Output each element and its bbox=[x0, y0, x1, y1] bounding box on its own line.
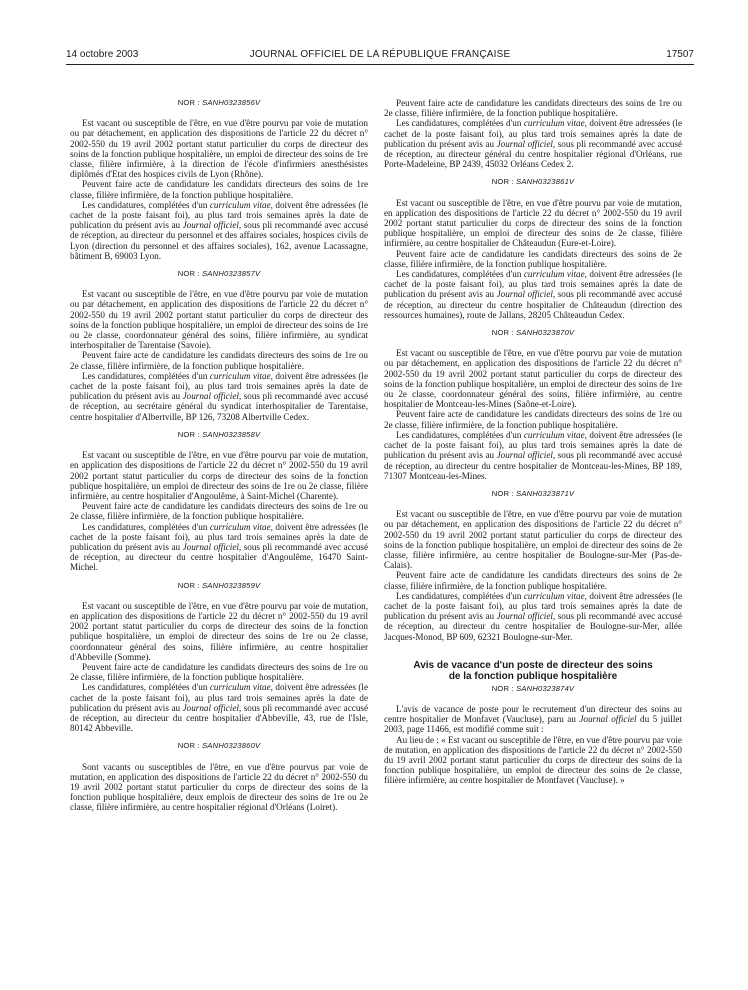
paragraph-text: Peuvent faire acte de candidature les candidats directeurs des soins de 1re ou 2e classe, filière infirmière, de la fonction publique hospitalière. bbox=[70, 350, 368, 371]
notice-paragraph bbox=[384, 509, 682, 570]
notice-paragraph bbox=[384, 269, 682, 320]
nor-label: NOR : bbox=[491, 328, 514, 338]
notice-paragraph bbox=[384, 704, 682, 735]
notice-paragraph bbox=[70, 289, 368, 350]
notice-paragraph bbox=[384, 409, 682, 429]
paragraph-text: Est vacant ou susceptible de l'être, en vue d'être pourvu par voie de mutation, en application des dispositions de l'article 22 du décret n° 2002-550 du 19 avril 2002 portant statut particulier du corps de directeur des soins de la fonction publique hospitalière, un emploi de directeur des soins de 1re ou 2e classe, filière infirmière, au centre hospitalier d'Angoulême, à Saint-Michel (Charente). bbox=[70, 450, 368, 501]
paragraph-text: Peuvent faire acte de candidature les candidats directeurs des soins de 1re ou 2e classe, filière infirmière, de la fonction publique hospitalière. bbox=[384, 98, 682, 119]
nor-reference bbox=[70, 581, 368, 591]
paragraph-text: Les candidatures, complétées d'un bbox=[396, 429, 524, 440]
paragraph-text: Au lieu de : « Est vacant ou susceptible de l'être, en vue d'être pourvu par voie de mutation, en application des dispositions de l'article 22 du décret n° 2002-550 du 19 avril 2002 portant statut particulier du corps de directeur des soins de la fonction publique hospitalière, un emploi de directeur des soins de 2e classe, filière infirmière, au centre hospitalier de Montfavet (Vaucluse). » bbox=[384, 734, 682, 786]
paragraph-text: sous pli recommandé avec accusé de réception, au directeur du centre hospitalier de Boulogne-sur-Mer, allée Jacques-Monod, BP 609, 62321 Boulogne-sur-Mer. bbox=[384, 611, 682, 642]
avis-title-line: de la fonction publique hospitalière bbox=[448, 670, 618, 682]
italic-term: curriculum vitae, bbox=[209, 199, 273, 210]
nor-code: SANH0323856V bbox=[202, 98, 261, 107]
nor-reference bbox=[70, 269, 368, 279]
section-gap bbox=[70, 422, 368, 430]
nor-code: SANH0323874V bbox=[516, 683, 575, 693]
notice-paragraph bbox=[384, 735, 682, 786]
nor-code: SANH0323858V bbox=[202, 429, 261, 439]
notice-paragraph bbox=[384, 118, 682, 169]
page-header bbox=[66, 49, 694, 63]
nor-label: NOR : bbox=[491, 488, 514, 498]
nor-reference bbox=[384, 328, 682, 338]
paragraph-text: Est vacant ou susceptible de l'être, en vue d'être pourvu par voie de mutation, en application des dispositions de l'article 22 du décret n° 2002-550 du 19 avril 2002 portant statut particulier du corps de directeur des soins de la fonction publique hospitalière, un emploi de directeur des soins de 1re ou 2e classe, coordonnateur général des soins, filière infirmière, au centre hospitalier d'Abbeville (Somme). bbox=[70, 600, 368, 662]
italic-term: Journal officiel, bbox=[496, 138, 556, 149]
italic-term: Journal officiel, bbox=[182, 541, 242, 552]
notice-paragraph bbox=[70, 682, 368, 733]
header-date: 14 octobre 2003 bbox=[66, 49, 139, 60]
paragraph-text: sous pli recommandé avec accusé de réception, au directeur du centre hospitalier d'Abbeville, 43, rue de l'Isle, 80142 Abbeville. bbox=[70, 702, 368, 734]
italic-term: curriculum vitae, bbox=[523, 269, 587, 280]
paragraph-text: Les candidatures, complétées d'un bbox=[82, 370, 210, 381]
paragraph-text: Les candidatures, complétées d'un bbox=[396, 118, 524, 129]
vacancy-notice bbox=[70, 98, 368, 261]
italic-term: Journal officiel, bbox=[182, 220, 242, 231]
italic-term: curriculum vitae, bbox=[209, 682, 273, 693]
paragraph-text: Peuvent faire acte de candidature les candidats directeurs des soins de 2e classe, filière infirmière, de la fonction publique hospitalière. bbox=[384, 248, 682, 269]
nor-label: NOR : bbox=[177, 580, 200, 590]
section-gap bbox=[384, 481, 682, 489]
nor-reference bbox=[384, 684, 682, 694]
avis-section bbox=[384, 660, 682, 786]
paragraph-text: Peuvent faire acte de candidature les candidats directeurs des soins de 1re classe, filière infirmière, de la fonction publique hospitalière. bbox=[70, 179, 368, 200]
section-gap bbox=[70, 261, 368, 269]
nor-reference bbox=[384, 489, 682, 499]
header-page-number: 17507 bbox=[666, 49, 694, 60]
paragraph-text: doivent être adressées (le cachet de la poste faisant foi), au plus tard trois semaines après la date de publication du présent avis au bbox=[384, 269, 682, 300]
avis-title bbox=[384, 660, 682, 682]
italic-term: curriculum vitae, bbox=[209, 370, 273, 381]
paragraph-text: doivent être adressées (le cachet de la poste faisant foi), au plus tard trois semaines après la date de publication du présent avis au bbox=[70, 521, 368, 552]
right-column bbox=[384, 98, 682, 786]
paragraph-text: Est vacant ou susceptible de l'être, en vue d'être pourvu par voie de mutation ou par détachement, en application des dispositions de l'article 22 du décret n° 2002-550 du 19 avril 2002 portant statut particulier du corps de directeur des soins de la fonction publique hospitalière, un emploi de directeur des soins de 1re classe, filière infirmière, à la direction de l'école d'infirmiers anesthésistes diplômés d'Etat des hospices civils de Lyon (Rhône). bbox=[70, 118, 368, 180]
paragraph-text: L'avis de vacance de poste pour le recrutement d'un directeur des soins au centre hospitalier de Monfavet (Vaucluse), paru au bbox=[384, 703, 682, 725]
vacancy-notice bbox=[384, 328, 682, 481]
nor-reference bbox=[70, 741, 368, 751]
italic-term: Journal officiel bbox=[579, 714, 637, 725]
vacancy-notice bbox=[70, 269, 368, 422]
nor-code: SANH0323861V bbox=[516, 177, 575, 187]
paragraph-text: Les candidatures, complétées d'un bbox=[82, 199, 210, 210]
italic-term: curriculum vitae, bbox=[523, 590, 587, 601]
paragraph-text: Peuvent faire acte de candidature les candidats directeurs des soins de 1re ou 2e classe, filière infirmière, de la fonction publique hospitalière. bbox=[70, 501, 368, 522]
paragraph-text: sous pli recommandé avec accusé de réception, au secrétaire général du syndicat interhospitalier de Tarentaise, centre hospitalier d'Albertville, BP 126, 73208 Albertville Cedex. bbox=[70, 391, 368, 422]
nor-code: SANH0323857V bbox=[202, 269, 261, 279]
nor-label: NOR : bbox=[177, 741, 200, 751]
notice-paragraph bbox=[384, 348, 682, 409]
section-gap bbox=[70, 733, 368, 741]
paragraph-text: du 5 juillet 2003, page 11466, est modifié comme suit : bbox=[384, 714, 682, 735]
notice-paragraph bbox=[70, 350, 368, 370]
paragraph-text: Les candidatures, complétées d'un bbox=[82, 521, 210, 532]
nor-reference bbox=[384, 177, 682, 187]
paragraph-text: sous pli recommandé avec accusé de réception, au directeur du centre hospitalier de Montceau-les-Mines, BP 189, 71307 Montceau-les-Mines. bbox=[384, 450, 682, 481]
italic-term: curriculum vitae, bbox=[523, 118, 587, 129]
paragraph-text: sous pli recommandé avec accusé de réception, au directeur général du centre hospitalier régional d'Orléans, rue Porte-Madeleine, BP 2439, 45032 Orléans Cedex 2. bbox=[384, 138, 682, 170]
nor-label: NOR : bbox=[177, 98, 200, 107]
italic-term: curriculum vitae, bbox=[209, 521, 273, 532]
italic-term: Journal officiel, bbox=[496, 611, 556, 622]
nor-code: SANH0323859V bbox=[202, 580, 261, 590]
paragraph-text: Est vacant ou susceptible de l'être, en vue d'être pourvu par voie de mutation ou par détachement, en application des dispositions de l'article 22 du décret n° 2002-550 du 19 avril 2002 portant statut particulier du corps de directeur des soins de la fonction publique hospitalière, un emploi de directeur des soins de 1re ou 2e classe, coordonnateur général des soins, filière infirmière, au centre hospitalier de Montceau-les-Mines (Saône-et-Loire). bbox=[384, 348, 682, 410]
notice-paragraph bbox=[70, 200, 368, 261]
notice-paragraph bbox=[70, 371, 368, 422]
section-gap bbox=[384, 169, 682, 177]
paragraph-text: Est vacant ou susceptible de l'être, en vue d'être pourvu par voie de mutation ou par détachement, en application des dispositions de l'article 22 du décret n° 2002-550 du 19 avril 2002 portant statut particulier du corps de directeur des soins de la fonction publique hospitalière, un emploi de directeur des soins de 2e classe, filière infirmière, au centre hospitalier de Boulogne-sur-Mer (Pas-de-Calais). bbox=[384, 509, 682, 571]
nor-code: SANH0323871V bbox=[516, 488, 575, 498]
paragraph-text: sous pli recommandé avec accusé de réception, au directeur du centre hospitalier d'Angoulême, 16470 Saint-Michel. bbox=[70, 541, 368, 573]
notice-paragraph bbox=[70, 601, 368, 662]
paragraph-text: sous pli recommandé avec accusé de réception, au directeur du personnel et des affaires sociales, hospices civils de Lyon (direction du personnel et des affaires sociales), 162, avenue Lacassagne, bâtiment B, 69003 Lyon. bbox=[70, 220, 368, 261]
paragraph-text: doivent être adressées (le cachet de la poste faisant foi), au plus tard trois semaines après la date de publication du présent avis au bbox=[384, 118, 682, 149]
nor-code: SANH0323870V bbox=[516, 328, 575, 338]
paragraph-text: Peuvent faire acte de candidature les candidats directeurs des soins de 1re ou 2e classe, filière infirmière, de la fonction publique hospitalière. bbox=[384, 409, 682, 430]
italic-term: Journal officiel, bbox=[182, 702, 242, 713]
notice-paragraph bbox=[384, 98, 682, 118]
notice-paragraph bbox=[70, 662, 368, 682]
paragraph-text: sous pli recommandé avec accusé de réception, au directeur du centre hospitalier de Châteaudun (direction des ressources humaines), route de Jallans, 28205 Châteaudun Cedex. bbox=[384, 289, 682, 320]
notice-paragraph bbox=[70, 179, 368, 199]
notice-paragraph bbox=[70, 522, 368, 573]
italic-term: Journal officiel, bbox=[182, 391, 242, 402]
header-journal-title: JOURNAL OFFICIEL DE LA RÉPUBLIQUE FRANÇAISE bbox=[249, 49, 511, 60]
paragraph-text: Sont vacants ou susceptibles de l'être, en vue d'être pourvus par voie de mutation, en application des dispositions de l'article 22 du décret n° 2002-550 du 19 avril 2002 portant statut particulier du corps de directeur des soins de la fonction publique hospitalière, deux emplois de directeur des soins de 1re ou 2e classe, filière infirmière, au centre hospitalier régional d'Orléans (Loiret). bbox=[70, 761, 368, 813]
left-column bbox=[70, 98, 368, 813]
paragraph-text: Est vacant ou susceptible de l'être, en vue d'être pourvu par voie de mutation ou par détachement, en application des dispositions de l'article 22 du décret n° 2002-550 du 19 avril 2002 portant statut particulier du corps de directeur des soins de la fonction publique hospitalière, un emploi de directeur des soins de 1re ou 2e classe, coordonnateur général des soins, filière infirmière, au syndicat interhospitalier de Tarentaise (Savoie). bbox=[70, 289, 368, 351]
paragraph-text: doivent être adressées (le cachet de la poste faisant foi), au plus tard trois semaines après la date de publication du présent avis au bbox=[384, 590, 682, 622]
section-gap bbox=[384, 320, 682, 328]
notice-paragraph bbox=[384, 430, 682, 481]
nor-label: NOR : bbox=[177, 269, 200, 279]
paragraph-text: Les candidatures, complétées d'un bbox=[396, 269, 524, 280]
nor-label: NOR : bbox=[491, 177, 514, 187]
paragraph-text: Les candidatures, complétées d'un bbox=[396, 590, 524, 601]
paragraph-text: Peuvent faire acte de candidature les candidats directeurs des soins de 2e classe, filière infirmière, de la fonction publique hospitalière. bbox=[384, 570, 682, 591]
notice-paragraph bbox=[384, 198, 682, 249]
paragraph-text: Peuvent faire acte de candidature les candidats directeurs des soins de 1re ou 2e classe, filière infirmière, de la fonction publique hospitalière. bbox=[70, 661, 368, 683]
italic-term: Journal officiel, bbox=[496, 450, 556, 461]
vacancy-notice bbox=[70, 430, 368, 573]
notice-paragraph bbox=[70, 118, 368, 179]
header-rule bbox=[66, 64, 694, 65]
notice-paragraph bbox=[70, 762, 368, 813]
italic-term: Journal officiel, bbox=[496, 289, 556, 300]
italic-term: curriculum vitae, bbox=[523, 429, 587, 440]
vacancy-notice bbox=[70, 741, 368, 812]
vacancy-notice bbox=[384, 489, 682, 642]
avis-title-line: Avis de vacance d'un poste de directeur des soins bbox=[413, 659, 653, 671]
paragraph-text: Est vacant ou susceptible de l'être, en vue d'être pourvu par voie de mutation, en application des dispositions de l'article 22 du décret n° 2002-550 du 19 avril 2002 portant statut particulier du corps de directeur des soins de la fonction publique hospitalière, un emploi de directeur des soins de 2e classe, filière infirmière, au centre hospitalier de Châteaudun (Eure-et-Loire). bbox=[384, 197, 682, 249]
nor-label: NOR : bbox=[177, 429, 200, 439]
nor-code: SANH0323860V bbox=[202, 741, 261, 751]
vacancy-notice-continuation bbox=[384, 98, 682, 169]
paragraph-text: doivent être adressées (le cachet de la poste faisant foi), au plus tard trois semaines après la date de publication du présent avis au bbox=[70, 199, 368, 231]
paragraph-text: doivent être adressées (le cachet de la poste faisant foi), au plus tard trois semaines après la date de publication du présent avis au bbox=[384, 429, 682, 461]
notice-paragraph bbox=[384, 249, 682, 269]
vacancy-notice bbox=[70, 581, 368, 734]
notice-paragraph bbox=[384, 570, 682, 590]
vacancy-notice bbox=[384, 177, 682, 320]
paragraph-text: doivent être adressées (le cachet de la poste faisant foi), au plus tard trois semaines après la date de publication du présent avis au bbox=[70, 682, 368, 713]
paragraph-text: doivent être adressées (le cachet de la poste faisant foi), au plus tard trois semaines après la date de publication du présent avis au bbox=[70, 370, 368, 402]
notice-paragraph bbox=[70, 501, 368, 521]
nor-reference bbox=[70, 430, 368, 440]
section-gap bbox=[70, 573, 368, 581]
nor-reference bbox=[70, 98, 368, 108]
notice-paragraph bbox=[384, 591, 682, 642]
notice-paragraph bbox=[70, 450, 368, 501]
paragraph-text: Les candidatures, complétées d'un bbox=[82, 682, 210, 693]
nor-label: NOR : bbox=[491, 683, 514, 693]
